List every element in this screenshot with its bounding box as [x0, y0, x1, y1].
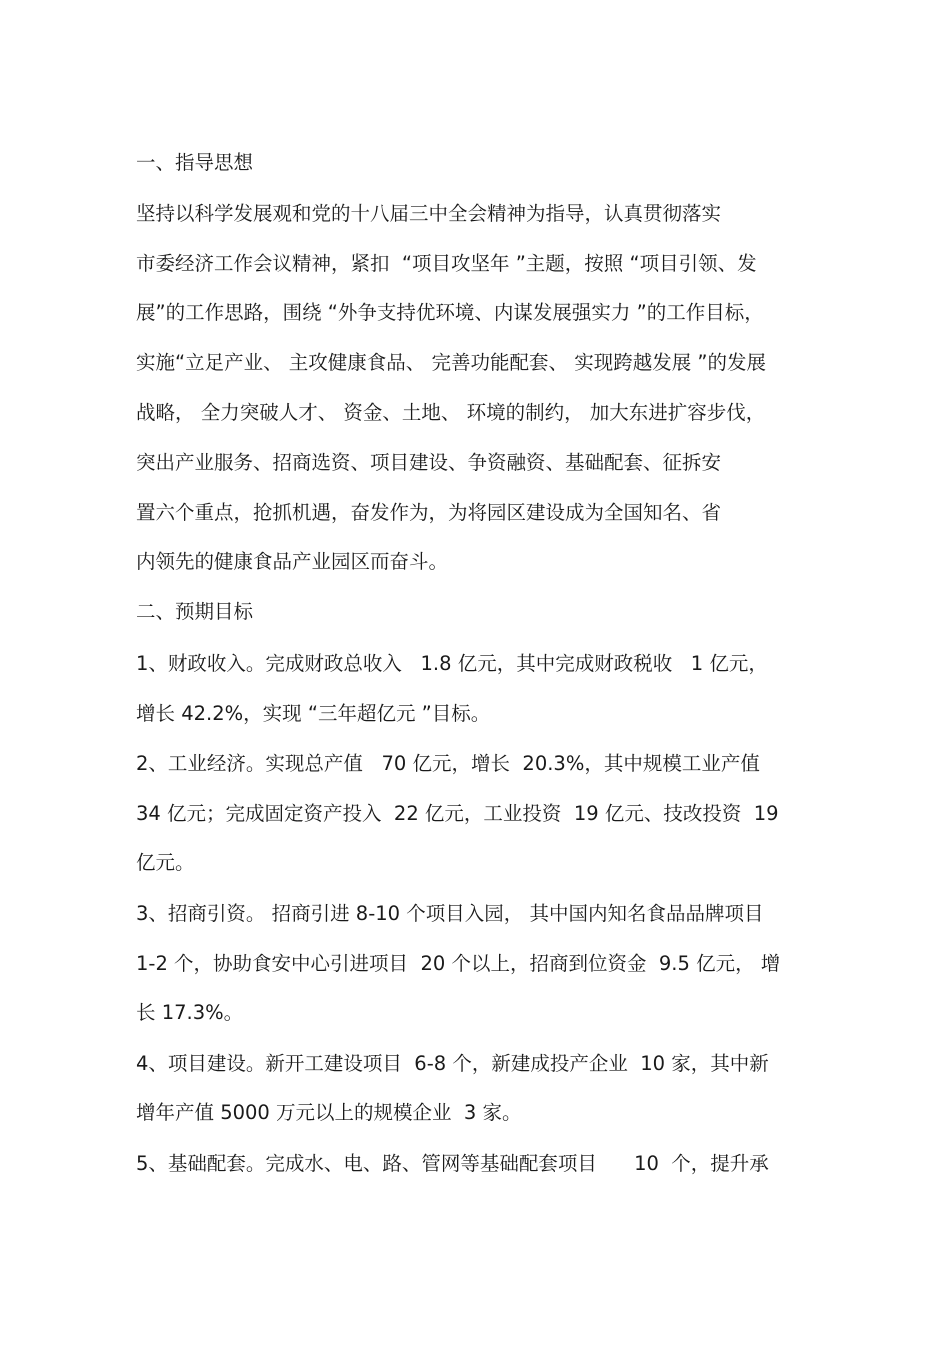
- target-item-line: 长 17.3%。: [136, 1001, 244, 1024]
- target-item-line: 亿元。: [136, 851, 195, 874]
- paragraph-line: 展”的工作思路，围绕 “外争支持优环境、内谋发展强实力 ”的工作目标，: [136, 301, 764, 324]
- target-item-line: 3、招商引资。 招商引进 8-10 个项目入园， 其中国内知名食品品牌项目: [136, 902, 764, 925]
- target-item-line: 1-2 个，协助食安中心引进项目 20 个以上，招商到位资金 9.5 亿元， 增: [136, 952, 781, 975]
- paragraph-line: 战略， 全力突破人才、 资金、土地、 环境的制约， 加大东进扩容步伐，: [136, 401, 766, 424]
- heading-expected-targets: 二、预期目标: [136, 600, 254, 623]
- paragraph-line: 置六个重点，抢抓机遇，奋发作为，为将园区建设成为全国知名、省: [136, 501, 722, 524]
- heading-guiding-ideology: 一、指导思想: [136, 151, 254, 174]
- target-item-line: 增年产值 5000 万元以上的规模企业 3 家。: [136, 1101, 522, 1124]
- paragraph-line: 内领先的健康食品产业园区而奋斗。: [136, 550, 449, 573]
- target-item-line: 2、工业经济。实现总产值 70 亿元，增长 20.3%，其中规模工业产值: [136, 752, 760, 775]
- target-item-line: 1、财政收入。完成财政总收入 1.8 亿元，其中完成财政税收 1 亿元，: [136, 652, 768, 675]
- target-item-line: 4、项目建设。新开工建设项目 6-8 个，新建成投产企业 10 家，其中新: [136, 1052, 769, 1075]
- paragraph-line: 实施“立足产业、 主攻健康食品、 完善功能配套、 实现跨越发展 ”的发展: [136, 351, 766, 374]
- paragraph-line: 突出产业服务、招商选资、项目建设、争资融资、基础配套、征拆安: [136, 451, 722, 474]
- paragraph-line: 坚持以科学发展观和党的十八届三中全会精神为指导，认真贯彻落实: [136, 202, 722, 225]
- paragraph-line: 市委经济工作会议精神，紧扣 “项目攻坚年 ”主题，按照 “项目引领、发: [136, 252, 757, 275]
- target-item-line: 5、基础配套。完成水、电、路、管网等基础配套项目 10 个，提升承: [136, 1152, 769, 1175]
- target-item-line: 增长 42.2%，实现 “三年超亿元 ”目标。: [136, 702, 491, 725]
- target-item-line: 34 亿元；完成固定资产投入 22 亿元，工业投资 19 亿元、技改投资 19: [136, 802, 779, 825]
